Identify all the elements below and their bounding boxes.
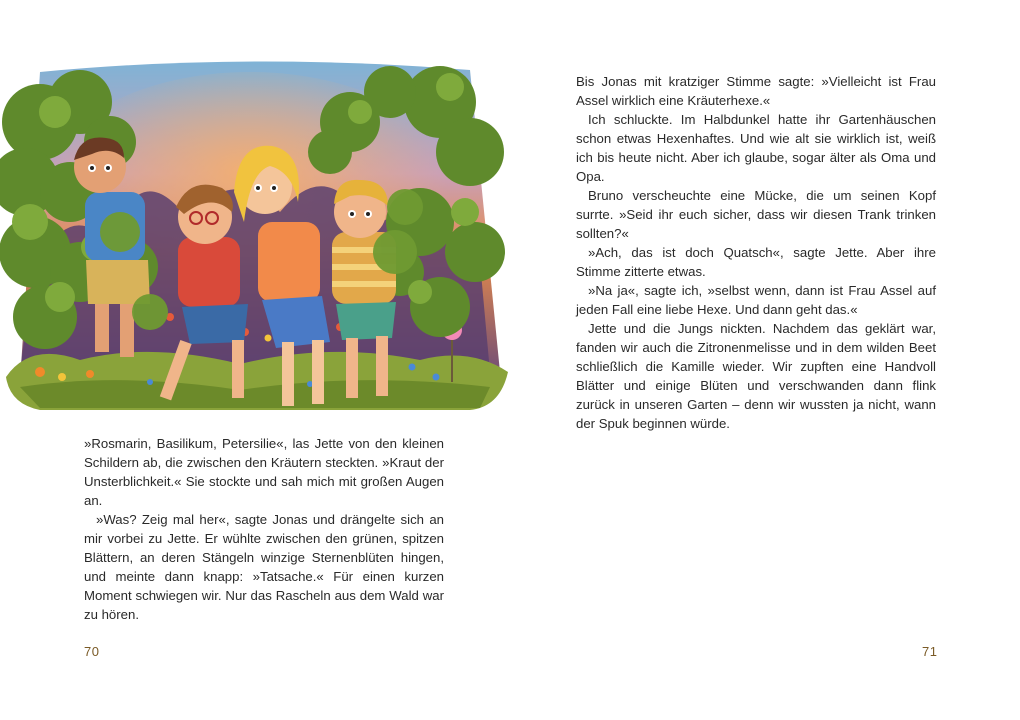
left-page-text [84,434,444,624]
paragraph: Bis Jonas mit kratziger Stimme sagte: »Vielleicht ist Frau Assel wirklich eine Kräuterhexe.« [576,74,936,108]
garden-illustration [0,42,512,414]
paragraph: »Rosmarin, Basilikum, Petersilie«, las Jette von den kleinen Schildern ab, die zwischen den Kräutern steckten. »Kraut der Unsterblichkeit.« Sie stockte und sah mich mit großen Augen an. [84,436,444,508]
page-number-right: 71 [922,644,938,659]
right-page-text [576,72,936,433]
paragraph: »Was? Zeig mal her«, sagte Jonas und drängelte sich an mir vorbei zu Jette. Er wühlte zwischen den grünen, spitzen Blättern, an deren Stängeln winzige Sternenblüten hingen, und meinte dann knapp: »Tatsache.« Für einen kurzen Moment schwiegen wir. Nur das Rascheln aus dem Wald war zu hören. [84,512,444,622]
paragraph: Bruno verscheuchte eine Mücke, die um seinen Kopf surrte. »Seid ihr euch sicher, dass wir diesen Trank trinken sollten?« [576,188,936,241]
paragraph: »Na ja«, sagte ich, »selbst wenn, dann ist Frau Assel auf jeden Fall eine liebe Hexe. Und dann geht das.« [576,283,936,317]
paragraph: Ich schluckte. Im Halbdunkel hatte ihr Gartenhäuschen schon etwas Hexenhaftes. Und wie alt sie wirklich ist, weiß ich bis heute nicht. Aber ich glaube, sogar älter als Oma und Opa. [576,112,936,184]
paragraph: Jette und die Jungs nickten. Nachdem das geklärt war, fanden wir auch die Zitronenmelisse und in dem wilden Beet schließlich die Kamille wieder. Wir zupften eine Handvoll Blätter und einige Blüten und verschwanden dann flink zurück in unseren Garten – denn wir wussten ja nicht, wann der Spuk beginnen würde. [576,321,936,431]
page-number-left: 70 [84,644,100,659]
paragraph: »Ach, das ist doch Quatsch«, sagte Jette. Aber ihre Stimme zitterte etwas. [576,245,936,279]
